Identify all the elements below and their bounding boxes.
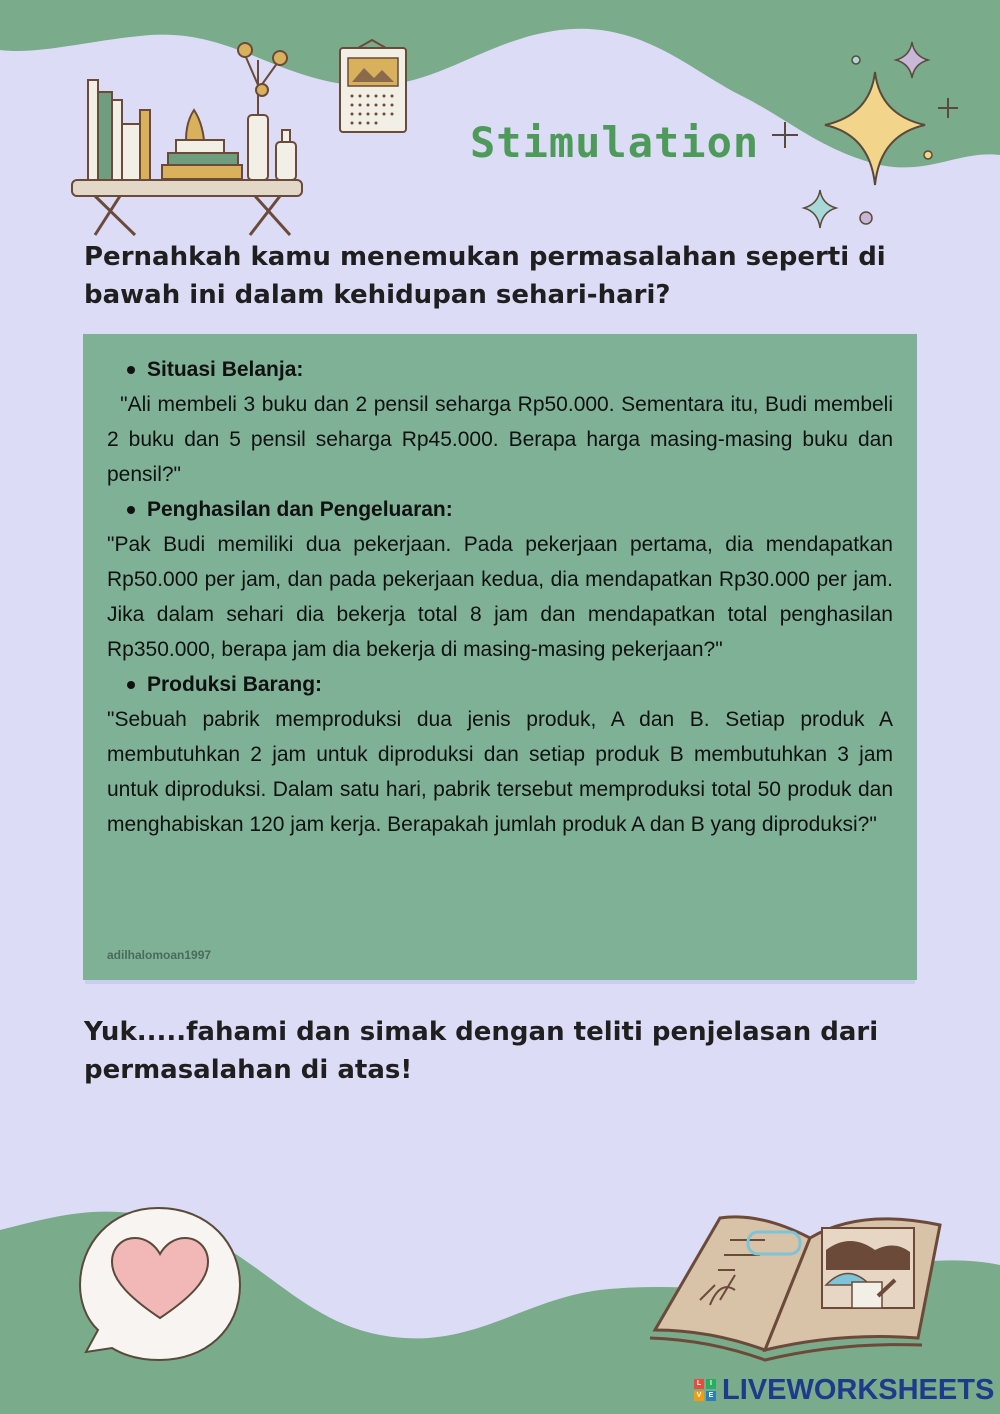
problem-item: [107, 492, 893, 667]
brand-name: LIVEWORKSHEETS: [722, 1373, 995, 1406]
logo-letter: V: [694, 1391, 704, 1401]
logo-letter: I: [706, 1379, 716, 1389]
bullet-icon: [127, 506, 135, 514]
liveworksheets-logo-icon: [694, 1379, 716, 1401]
problem-item: [107, 667, 893, 842]
logo-letter: E: [706, 1391, 716, 1401]
problem-heading: Penghasilan dan Pengeluaran:: [147, 498, 453, 521]
problem-text: "Sebuah pabrik memproduksi dua jenis produk, A dan B. Setiap produk A membutuhkan 2 jam untuk diproduksi dan setiap produk B membutuhkan 3 jam untuk diproduksi. Dalam satu hari, pabrik tersebut memproduksi total 50 produk dan menghabiskan 120 jam kerja. Berapakah jumlah produk A dan B yang diproduksi?": [107, 708, 893, 836]
problem-panel: [83, 334, 917, 980]
problem-heading: Situasi Belanja:: [147, 358, 304, 381]
bullet-icon: [127, 366, 135, 374]
bookshelf-icon: [72, 43, 302, 235]
heart-speech-bubble-icon: [80, 1208, 240, 1360]
problem-text: "Ali membeli 3 buku dan 2 pensil seharga Rp50.000. Sementara itu, Budi membeli 2 buku dan 5 pensil seharga Rp45.000. Berapa harga masing-masing buku dan pensil?": [107, 393, 899, 486]
problem-heading-row: [127, 352, 893, 387]
bullet-icon: [127, 681, 135, 689]
closing-instruction: Yuk.....fahami dan simak dengan teliti penjelasan dari permasalahan di atas!: [84, 1017, 879, 1085]
page-title: Stimulation: [470, 118, 760, 167]
problem-heading-row: [127, 667, 893, 702]
logo-letter: L: [694, 1379, 704, 1389]
problem-heading-row: [127, 492, 893, 527]
problem-heading: Produksi Barang:: [147, 673, 323, 696]
author-credit: adilhalomoan1997: [107, 948, 212, 962]
intro-question: Pernahkah kamu menemukan permasalahan seperti di bawah ini dalam kehidupan sehari-hari?: [84, 242, 886, 310]
calendar-icon: [340, 40, 406, 132]
problem-item: [107, 352, 899, 492]
liveworksheets-brand[interactable]: [694, 1372, 994, 1408]
problem-text: "Pak Budi memiliki dua pekerjaan. Pada pekerjaan pertama, dia mendapatkan Rp50.000 per jam, dan pada pekerjaan kedua, dia mendapatkan Rp30.000 per jam. Jika dalam sehari dia bekerja total 8 jam dan mendapatkan total penghasilan Rp350.000, berapa jam dia bekerja di masing-masing pekerjaan?": [107, 533, 893, 661]
